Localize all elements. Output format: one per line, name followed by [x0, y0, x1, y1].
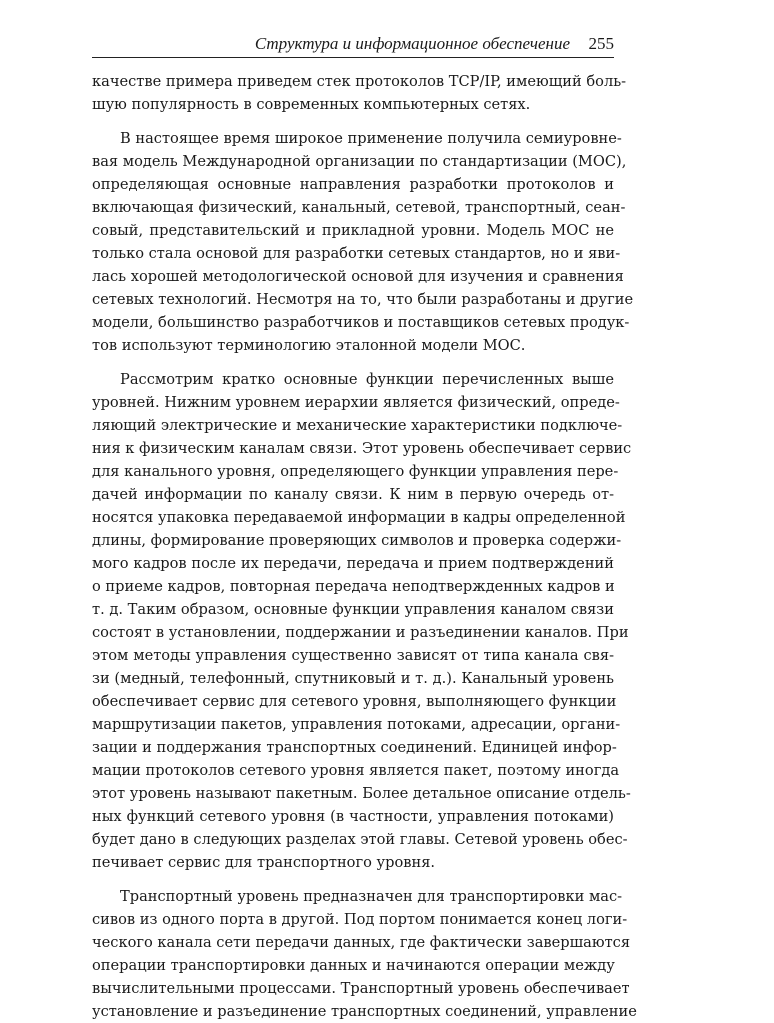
text-line: т. д. Таким образом, основные функции управления каналом связи: [92, 601, 614, 618]
text-line: определяющая основные направления разработки протоколов и: [92, 176, 614, 193]
text-line: ния к физическим каналам связи. Этот уровень обеспечивает сервис: [92, 440, 632, 457]
text-line: состоят в установлении, поддержании и разъединении каналов. При: [92, 624, 629, 641]
text-line: о приеме кадров, повторная передача неподтвержденных кадров и: [92, 578, 615, 595]
text-line: лась хорошей методологической основой для изучения и сравнения: [92, 268, 624, 285]
text-line: обеспечивает сервис для сетевого уровня, выполняющего функции: [92, 693, 617, 710]
text-line: для канального уровня, определяющего функции управления пере-: [92, 463, 619, 480]
text-line: В настоящее время широкое применение получила семиуровне-: [120, 130, 622, 147]
text-line: ческого канала сети передачи данных, где фактически завершаются: [92, 934, 631, 951]
text-line: тов используют терминологию эталонной модели МОС.: [92, 337, 526, 354]
running-title: Структура и информационное обеспечение: [254, 34, 570, 53]
body-text: [92, 70, 637, 1023]
text-line: ляющий электрические и механические характеристики подключе-: [92, 417, 623, 434]
header-rule: [92, 57, 614, 58]
paragraph: [92, 127, 634, 357]
running-head: [248, 34, 614, 58]
paragraph: [92, 368, 632, 874]
text-line: зации и поддержания транспортных соединений. Единицей инфор-: [92, 739, 617, 756]
text-line: сетевых технологий. Несмотря на то, что были разработаны и другие: [92, 291, 634, 308]
text-line: ных функций сетевого уровня (в частности, управления потоками): [92, 808, 614, 825]
text-line: этот уровень называют пакетным. Более детальное описание отдель-: [92, 785, 631, 802]
paragraph: [92, 885, 637, 1023]
text-line: операции транспортировки данных и начинаются операции между: [92, 957, 615, 974]
text-line: установление и разъединение транспортных соединений, управление: [92, 1003, 637, 1020]
page-number: 255: [588, 34, 614, 53]
text-line: мации протоколов сетевого уровня является пакет, поэтому иногда: [92, 762, 620, 779]
text-line: включающая физический, канальный, сетевой, транспортный, сеан-: [92, 199, 626, 216]
text-line: маршрутизации пакетов, управления потоками, адресации, органи-: [92, 716, 621, 733]
text-line: только стала основой для разработки сетевых стандартов, но и яви-: [92, 245, 621, 262]
text-line: вая модель Международной организации по стандартизации (МОС),: [92, 153, 627, 170]
text-line: длины, формирование проверяющих символов и проверка содержи-: [92, 532, 622, 549]
text-line: качестве примера приведем стек протоколов TCP/IP, имеющий боль-: [92, 73, 627, 90]
text-line: будет дано в следующих разделах этой главы. Сетевой уровень обес-: [92, 831, 628, 848]
text-line: мого кадров после их передачи, передача и прием подтверждений: [92, 555, 614, 572]
text-line: сивов из одного порта в другой. Под портом понимается конец логи-: [92, 911, 628, 928]
text-line: носятся упаковка передаваемой информации в кадры определенной: [92, 509, 626, 526]
text-line: совый, представительский и прикладной уровни. Модель МОС не: [92, 222, 614, 239]
text-line: дачей информации по каналу связи. К ним в первую очередь от-: [92, 486, 614, 503]
text-line: шую популярность в современных компьютерных сетях.: [92, 96, 531, 113]
text-line: зи (медный, телефонный, спутниковый и т. д.). Канальный уровень: [92, 670, 614, 687]
text-line: печивает сервис для транспортного уровня.: [92, 854, 436, 871]
text-line: вычислительными процессами. Транспортный уровень обеспечивает: [92, 980, 630, 997]
text-line: Транспортный уровень предназначен для транспортировки мас-: [120, 888, 623, 905]
text-line: этом методы управления существенно зависят от типа канала свя-: [92, 647, 614, 664]
text-line: Рассмотрим кратко основные функции перечисленных выше: [120, 371, 614, 388]
text-line: модели, большинство разработчиков и поставщиков сетевых продук-: [92, 314, 630, 331]
paragraph: [92, 70, 627, 116]
text-line: уровней. Нижним уровнем иерархии является физический, опреде-: [92, 394, 620, 411]
